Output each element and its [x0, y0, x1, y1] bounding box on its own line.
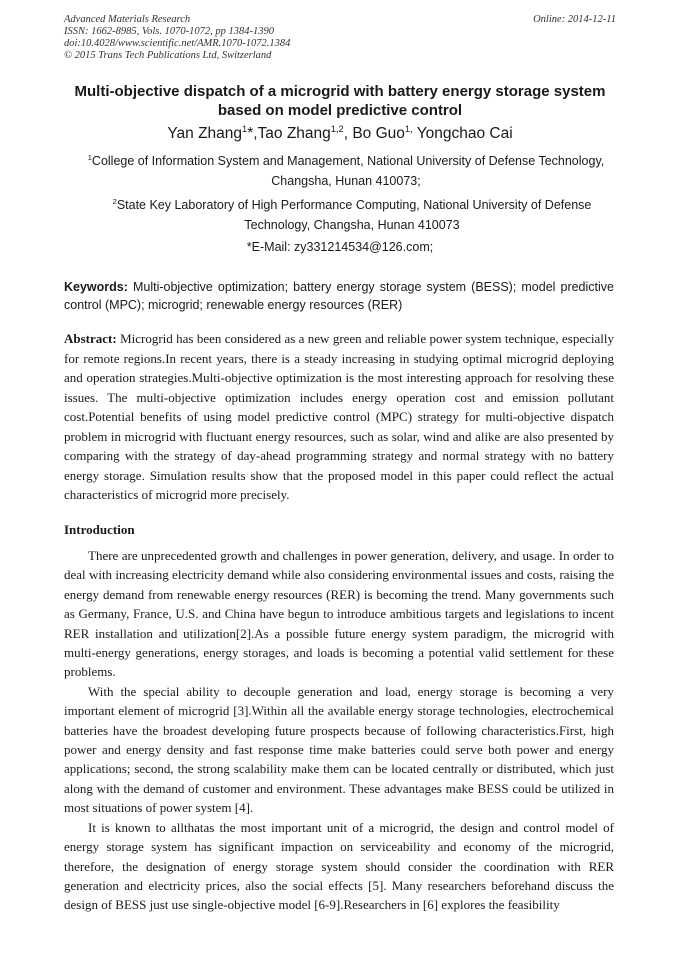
issn-line: ISSN: 1662-8985, Vols. 1070-1072, pp 1384-1390: [64, 26, 274, 37]
author-name: Tao Zhang: [257, 125, 331, 142]
paragraph: With the special ability to decouple generation and load, energy storage is becoming a very important element of microgrid [3].Within all the available energy storage technologies, electrochemical batteries have the broadest developing future prospects because of following characteristics.First, high power and energy density and fast response time make batteries could serve both power and energy applications; second, the strong scalability make them can be located centrally or distributed, which just along with the demand of customer and environment. These advantages make BESS could be utilized in most situations of power system [4].: [64, 683, 614, 816]
author-list: [64, 124, 616, 144]
author-separator: ,: [343, 125, 353, 142]
journal-header: [64, 14, 616, 62]
author-name: Bo Guo: [352, 125, 405, 142]
journal-name: Advanced Materials Research: [64, 14, 191, 25]
affiliation-1: [76, 151, 616, 191]
corresponding-email: *E-Mail: zy331214534@126.com;: [246, 240, 434, 254]
abstract-block: [64, 329, 614, 505]
keywords-label: Keywords:: [64, 280, 128, 294]
abstract-text: Microgrid has been considered as a new green and reliable power system technique, especially for remote regions.In recent years, there is a steady increasing in studying optimal microgrid deploying and operation strategies.Multi-objective optimization is the most interesting approach for resolving these issues. The multi-objective optimization includes energy operation cost and emission pollutant cost.Potential benefits of using model predictive control (MPC) strategy for multi-objective dispatch problem in microgrid with fluctuant energy resources, such as solar, wind and alike are also presented by comparing with the strategy of day-ahead programming strategy and normal strategy with no battery energy storage. Simulation results show that the proposed model in this paper could reflect the actual characteristics of microgrid more precisely.: [64, 331, 614, 502]
affiliation-text: State Key Laboratory of High Performance Computing, National University of Defense Technology, Changsha, Hunan 410073: [116, 198, 592, 232]
affiliation-mark: 1: [87, 152, 92, 162]
author-name: Yan Zhang: [167, 125, 243, 142]
keywords-text: Multi-objective optimization; battery energy storage system (BESS); model predictive control (MPC); microgrid; renewable energy resources (RER): [64, 280, 614, 312]
online-date: Online: 2014-12-11: [533, 14, 616, 25]
paragraph: There are unprecedented growth and challenges in power generation, delivery, and usage. In order to deal with increasing electricity demand while also considering environmental issues and costs, raising the energy demand from renewable energy resources (RER) is becoming the trend. Many governments such as Germany, France, U.S. and China have begun to introduce ambitious targets and legislations to incent RER installation and utilization[2].As a possible future energy system paradigm, the microgrid with multi-energy generations, energy storages, and loads is becoming a potential valid settlement for these problems.: [64, 548, 614, 680]
doi-line: doi:10.4028/www.scientific.net/AMR.1070-1072.1384: [64, 38, 291, 49]
abstract-label: Abstract:: [64, 331, 117, 346]
section-heading-introduction: Introduction: [64, 522, 135, 537]
author-affiliation-mark: 1,2: [330, 123, 344, 134]
paragraph: It is known to allthatas the most important unit of a microgrid, the design and control model of energy storage system has significant impaction on serviceability and economy of the microgrid, therefore, the designation of energy storage system should consider the coordination with RER generation and electricity prices, also the social effects [5]. Many researchers beforehand discuss the design of BESS just use single-objective model [6-9].Researchers in [6] explores the feasibility: [64, 819, 614, 913]
author-name: Yongchao Cai: [416, 125, 513, 142]
keywords-block: [64, 278, 614, 314]
affiliation-mark: 2: [112, 196, 117, 206]
author-affiliation-mark: 1: [242, 123, 248, 134]
copyright-line: © 2015 Trans Tech Publications Ltd, Switzerland: [64, 50, 272, 61]
author-affiliation-mark: 1,: [404, 123, 413, 134]
author-separator: *,: [247, 125, 258, 142]
paper-title: Multi-objective dispatch of a microgrid with battery energy storage system based on model predictive control: [74, 83, 606, 119]
introduction-body: [64, 546, 614, 915]
affiliation-2: [92, 195, 612, 235]
affiliation-text: College of Information System and Management, National University of Defense Technology, Changsha, Hunan 410073;: [91, 154, 605, 188]
